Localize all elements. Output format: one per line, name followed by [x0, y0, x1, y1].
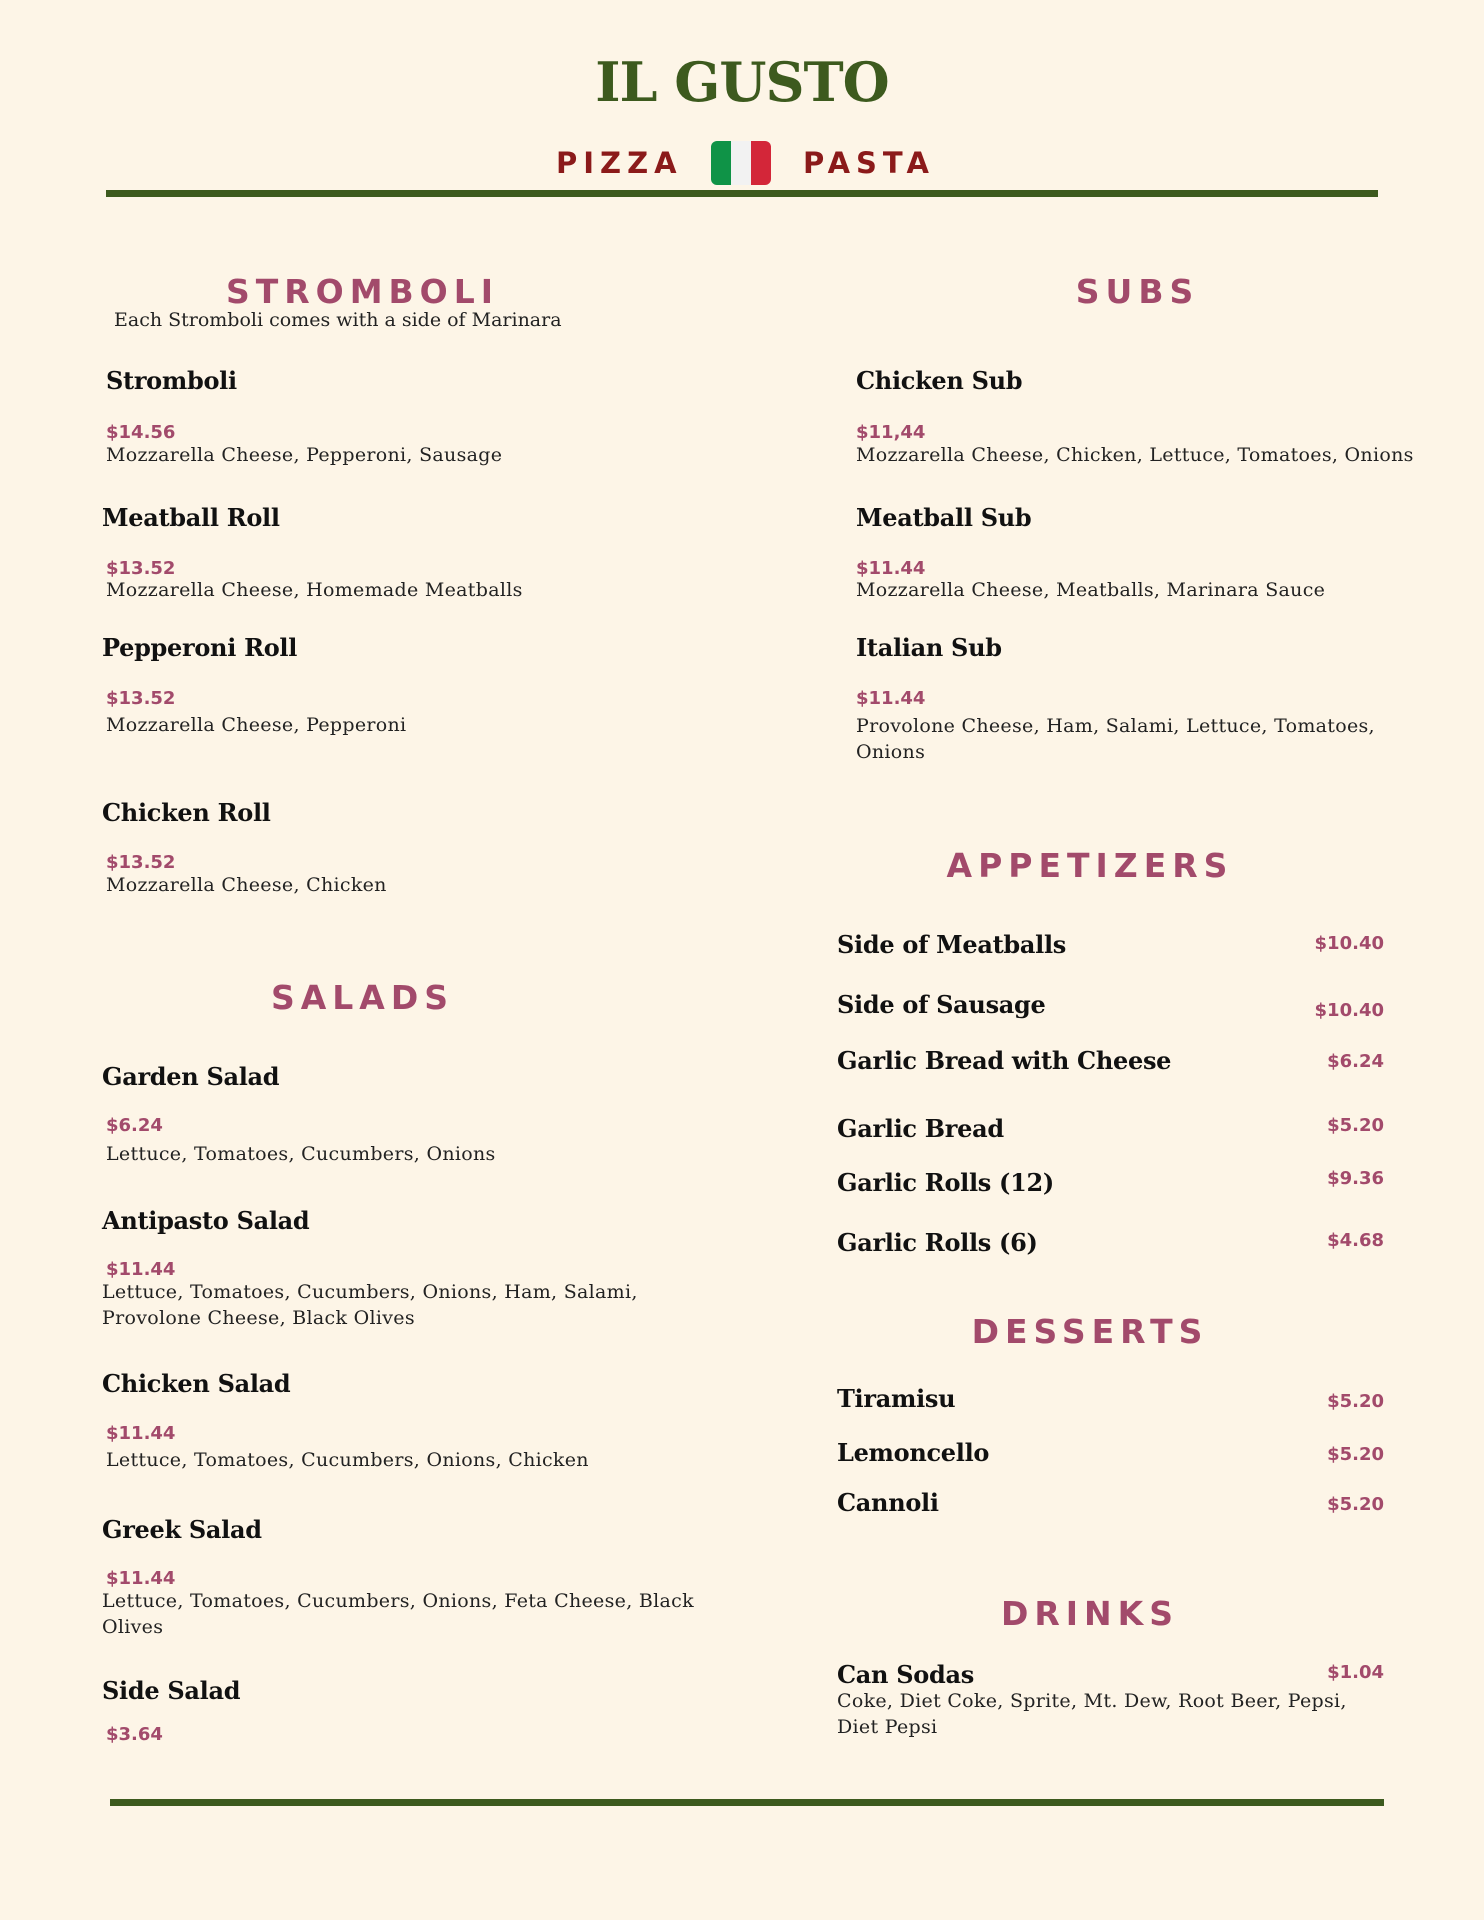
- item-name: Pepperoni Roll: [102, 633, 298, 662]
- item-price: $9.36: [1327, 1168, 1384, 1189]
- item-name: Meatball Sub: [856, 503, 1032, 532]
- section-title-salads: SALADS: [270, 978, 455, 1017]
- item-price: $3.64: [106, 1724, 163, 1745]
- item-name: Meatball Roll: [102, 503, 280, 532]
- item-description: Lettuce, Tomatoes, Cucumbers, Onions, Feta Cheese, Black Olives: [102, 1590, 694, 1638]
- item-price: $11.44: [106, 1259, 176, 1280]
- item-name: Garden Salad: [102, 1062, 280, 1091]
- item-price: $13.52: [106, 558, 176, 579]
- item-name: Side of Meatballs: [837, 930, 1066, 959]
- item-name: Chicken Roll: [102, 798, 271, 827]
- item-description: Mozzarella Cheese, Homemade Meatballs: [106, 579, 523, 601]
- item-price: $14.56: [106, 422, 176, 443]
- item-description: Mozzarella Cheese, Chicken: [106, 874, 387, 896]
- item-price: $11.44: [106, 1423, 176, 1444]
- pizza-label: PIZZA: [556, 146, 683, 180]
- item-name: Can Sodas: [837, 1660, 974, 1689]
- item-name: Antipasto Salad: [102, 1206, 310, 1235]
- item-price: $5.20: [1327, 1444, 1384, 1465]
- item-name: Garlic Rolls (12): [837, 1168, 1054, 1197]
- item-name: Tiramisu: [837, 1384, 956, 1413]
- item-price: $13.52: [106, 852, 176, 873]
- section-title-stromboli: STROMBOLI: [225, 272, 500, 311]
- item-price: $5.20: [1327, 1391, 1384, 1412]
- item-price: $11.44: [106, 1568, 176, 1589]
- item-description: Mozzarella Cheese, Meatballs, Marinara Sauce: [856, 579, 1326, 601]
- item-description: Lettuce, Tomatoes, Cucumbers, Onions, Ham, Salami, Provolone Cheese, Black Olives: [102, 1281, 638, 1329]
- section-title-subs: SUBS: [1075, 272, 1200, 311]
- item-price: $6.24: [106, 1115, 163, 1136]
- item-price: $6.24: [1327, 1051, 1384, 1072]
- item-price: $13.52: [106, 688, 176, 709]
- item-name: Lemoncello: [837, 1438, 990, 1467]
- item-price: $11,44: [856, 422, 926, 443]
- item-description: Mozzarella Cheese, Pepperoni, Sausage: [106, 444, 503, 466]
- item-name: Greek Salad: [102, 1515, 262, 1544]
- item-description: Lettuce, Tomatoes, Cucumbers, Onions, Chicken: [106, 1449, 589, 1471]
- header-divider: [106, 190, 1378, 197]
- footer-divider: [110, 1799, 1384, 1806]
- item-description: Coke, Diet Coke, Sprite, Mt. Dew, Root Beer, Pepsi, Diet Pepsi: [837, 1690, 1347, 1738]
- item-description: Provolone Cheese, Ham, Salami, Lettuce, Tomatoes, Onions: [856, 715, 1375, 763]
- item-name: Stromboli: [106, 366, 237, 395]
- item-price: $5.20: [1327, 1494, 1384, 1515]
- stromboli-note: Each Stromboli comes with a side of Marinara: [114, 309, 562, 331]
- item-price: $10.40: [1314, 1000, 1384, 1021]
- item-price: $5.20: [1327, 1115, 1384, 1136]
- item-name: Chicken Salad: [102, 1369, 291, 1398]
- item-description: Lettuce, Tomatoes, Cucumbers, Onions: [106, 1143, 496, 1165]
- restaurant-title: IL GUSTO: [595, 50, 889, 114]
- pasta-label: PASTA: [803, 146, 935, 180]
- item-name: Chicken Sub: [856, 366, 1023, 395]
- item-name: Cannoli: [837, 1488, 939, 1517]
- section-title-drinks: DRINKS: [1000, 1594, 1180, 1633]
- item-name: Side Salad: [102, 1676, 241, 1705]
- item-description: Mozzarella Cheese, Pepperoni: [106, 714, 407, 736]
- item-name: Garlic Bread with Cheese: [837, 1046, 1172, 1075]
- item-name: Garlic Bread: [837, 1114, 1004, 1143]
- section-title-desserts: DESSERTS: [971, 1312, 1209, 1351]
- item-name: Italian Sub: [856, 633, 1002, 662]
- item-price: $4.68: [1327, 1230, 1384, 1251]
- item-name: Side of Sausage: [837, 990, 1046, 1019]
- section-title-appetizers: APPETIZERS: [946, 846, 1234, 885]
- item-price: $1.04: [1327, 1662, 1384, 1683]
- item-price: $11.44: [856, 688, 926, 709]
- item-price: $10.40: [1314, 933, 1384, 954]
- item-description: Mozzarella Cheese, Chicken, Lettuce, Tomatoes, Onions: [856, 444, 1414, 466]
- item-name: Garlic Rolls (6): [837, 1228, 1038, 1257]
- item-price: $11.44: [856, 558, 926, 579]
- italian-flag-icon: [711, 141, 771, 185]
